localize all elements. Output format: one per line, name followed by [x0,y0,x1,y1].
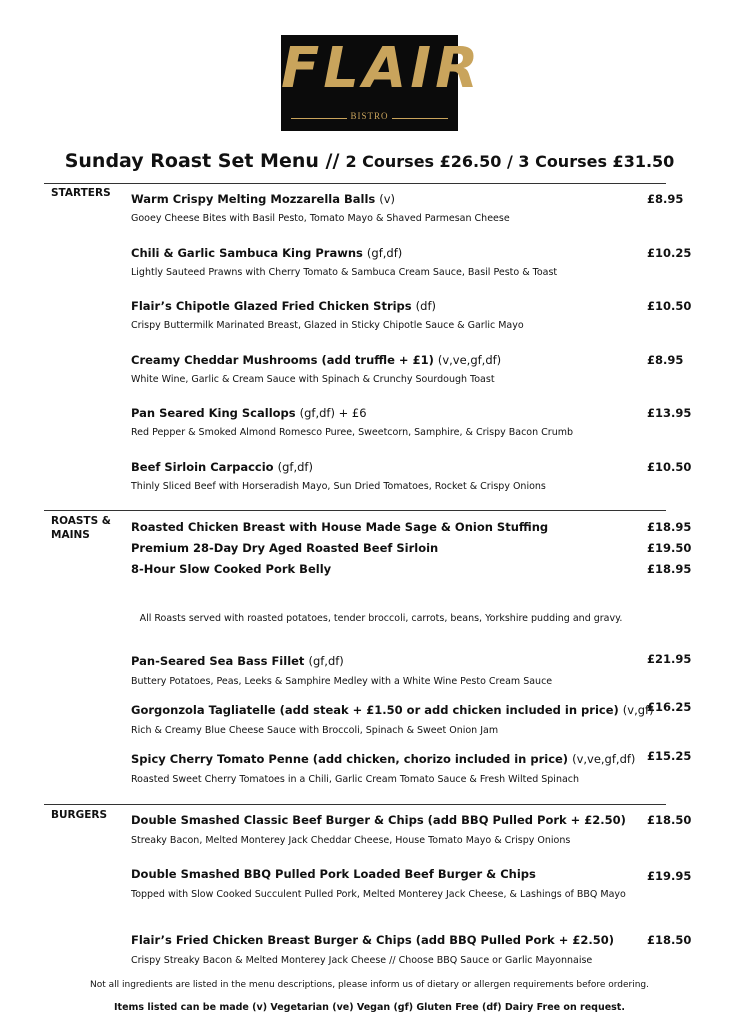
section-label-starters: STARTERS [51,187,111,199]
starter-price: £8.95 [647,353,684,367]
logo-wordmark: FLAIR [281,36,483,101]
roast-name: 8-Hour Slow Cooked Pork Belly [131,562,332,576]
main-price: £21.95 [647,652,692,666]
burger-price: £18.50 [647,933,692,947]
main-name: Gorgonzola Tagliatelle (add steak + £1.50 or add chicken included in price) (v,gf) [131,703,654,717]
roast-price: £19.50 [647,541,692,555]
dietary-legend: Items listed can be made (v) Vegetarian (ve) Vegan (gf) Gluten Free (df) Dairy Free on request. [114,1002,625,1013]
roast-name: Premium 28-Day Dry Aged Roasted Beef Sirloin [131,541,439,555]
starter-desc: Gooey Cheese Bites with Basil Pesto, Tomato Mayo & Shaved Parmesan Cheese [131,213,510,224]
burger-desc: Crispy Streaky Bacon & Melted Monterey Jack Cheese // Choose BBQ Sauce or Garlic Mayonnaise [131,955,593,966]
bistro-logo [281,35,483,131]
burger-desc: Topped with Slow Cooked Succulent Pulled Pork, Melted Monterey Jack Cheese, & Lashings of BBQ Mayo [131,889,626,900]
starter-desc: Red Pepper & Smoked Almond Romesco Puree, Sweetcorn, Samphire, & Crispy Bacon Crumb [131,427,574,438]
section-label-burgers: BURGERS [51,809,108,821]
burger-name: Flair’s Fried Chicken Breast Burger & Chips (add BBQ Pulled Pork + £2.50) [131,933,614,947]
roast-accompaniments-note: All Roasts served with roasted potatoes, tender broccoli, carrots, beans, Yorkshire pudding and gravy. [139,613,623,624]
main-desc: Buttery Potatoes, Peas, Leeks & Samphire Medley with a White Wine Pesto Cream Sauce [131,676,553,687]
burger-price: £19.95 [647,869,692,883]
starter-price: £10.25 [647,246,692,260]
main-desc: Roasted Sweet Cherry Tomatoes in a Chili, Garlic Cream Tomato Sauce & Fresh Wilted Spinach [131,774,580,785]
logo-subtitle: BISTRO [350,111,389,121]
section-divider [44,804,666,805]
menu-title-prices: 2 Courses £26.50 / 3 Courses £31.50 [345,152,675,171]
starter-desc: White Wine, Garlic & Cream Sauce with Spinach & Crunchy Sourdough Toast [131,374,495,385]
logo-rule-right [392,118,448,119]
main-price: £15.25 [647,749,692,763]
roast-price: £18.95 [647,520,692,534]
section-divider [44,510,666,511]
burger-name: Double Smashed BBQ Pulled Pork Loaded Beef Burger & Chips [131,867,536,881]
menu-title [0,150,739,172]
starter-name: Pan Seared King Scallops (gf,df) + £6 [131,406,367,420]
starter-desc: Crispy Buttermilk Marinated Breast, Glazed in Sticky Chipotle Sauce & Garlic Mayo [131,320,524,331]
section-divider [44,183,666,184]
main-desc: Rich & Creamy Blue Cheese Sauce with Broccoli, Spinach & Sweet Onion Jam [131,725,499,736]
starter-name: Creamy Cheddar Mushrooms (add truffle + £1) (v,ve,gf,df) [131,353,502,367]
section-label-roasts: ROASTS & MAINS [51,515,111,541]
burger-name: Double Smashed Classic Beef Burger & Chips (add BBQ Pulled Pork + £2.50) [131,813,626,827]
starter-name: Beef Sirloin Carpaccio (gf,df) [131,460,313,474]
starter-name: Flair’s Chipotle Glazed Fried Chicken Strips (df) [131,299,436,313]
menu-title-main: Sunday Roast Set Menu // [64,150,340,172]
main-price: £16.25 [647,700,692,714]
starter-name: Chili & Garlic Sambuca King Prawns (gf,df) [131,246,403,260]
burger-price: £18.50 [647,813,692,827]
starter-price: £8.95 [647,192,684,206]
main-name: Spicy Cherry Tomato Penne (add chicken, chorizo included in price) (v,ve,gf,df) [131,752,636,766]
allergen-note: Not all ingredients are listed in the menu descriptions, please inform us of dietary or allergen requirements before ordering. [90,980,649,990]
starter-name: Warm Crispy Melting Mozzarella Balls (v) [131,192,396,206]
starter-price: £10.50 [647,299,692,313]
starter-desc: Lightly Sauteed Prawns with Cherry Tomato & Sambuca Cream Sauce, Basil Pesto & Toast [131,267,558,278]
burger-desc: Streaky Bacon, Melted Monterey Jack Cheddar Cheese, House Tomato Mayo & Crispy Onions [131,835,571,846]
starter-price: £10.50 [647,460,692,474]
roast-name: Roasted Chicken Breast with House Made Sage & Onion Stuffing [131,520,549,534]
roast-price: £18.95 [647,562,692,576]
starter-price: £13.95 [647,406,692,420]
main-name: Pan-Seared Sea Bass Fillet (gf,df) [131,654,344,668]
starter-desc: Thinly Sliced Beef with Horseradish Mayo, Sun Dried Tomatoes, Rocket & Crispy Onions [131,481,546,492]
